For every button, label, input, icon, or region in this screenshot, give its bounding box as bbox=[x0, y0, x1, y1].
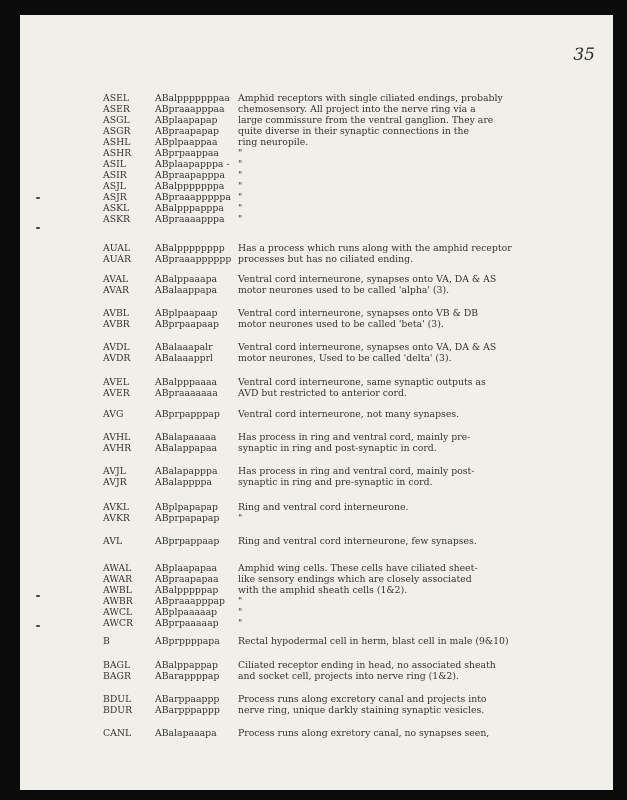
entry-group bbox=[20, 660, 613, 682]
cell-lineage: ABplpaapaap bbox=[155, 308, 218, 319]
entry-line bbox=[20, 388, 613, 399]
cell-desc: Has a process which runs along with the amphid receptor bbox=[238, 243, 512, 254]
margin-mark bbox=[36, 227, 40, 229]
cell-desc: " bbox=[238, 214, 243, 225]
cell-desc: " bbox=[238, 192, 243, 203]
cell-lineage: ABalappppa bbox=[155, 477, 212, 488]
entry-group bbox=[20, 342, 613, 364]
cell-lineage: ABpraaapppppa bbox=[155, 192, 231, 203]
cell-desc: ring neuropile. bbox=[238, 137, 309, 148]
entry-line bbox=[20, 563, 613, 574]
cell-lineage: ABalapaaaaa bbox=[155, 432, 217, 443]
cell-lineage: ABprpaappaa bbox=[155, 148, 219, 159]
cell-name: AWCR bbox=[103, 618, 134, 629]
cell-name: AUAL bbox=[103, 243, 131, 254]
entry-line bbox=[20, 192, 613, 203]
margin-mark bbox=[36, 625, 40, 627]
cell-desc: Ventral cord interneurone, not many synapses. bbox=[238, 409, 460, 420]
cell-lineage: ABprppppapa bbox=[155, 636, 220, 647]
cell-lineage: ABalpppppap bbox=[155, 585, 219, 596]
entry-line bbox=[20, 137, 613, 148]
entry-line bbox=[20, 502, 613, 513]
page-number: 35 bbox=[573, 45, 595, 65]
cell-name: AVAR bbox=[103, 285, 130, 296]
cell-name: AVL bbox=[103, 536, 123, 547]
cell-name: AWCL bbox=[103, 607, 133, 618]
cell-lineage: ABalpppppppaa bbox=[155, 93, 230, 104]
entry-line bbox=[20, 536, 613, 547]
cell-desc: " bbox=[238, 181, 243, 192]
entry-line bbox=[20, 660, 613, 671]
cell-name: ASER bbox=[103, 104, 130, 115]
entry-line bbox=[20, 285, 613, 296]
entry-line bbox=[20, 342, 613, 353]
cell-name: AVBL bbox=[103, 308, 129, 319]
cell-lineage: ABprpapppap bbox=[155, 409, 220, 420]
cell-name: AVHL bbox=[103, 432, 131, 443]
cell-name: ASIR bbox=[103, 170, 127, 181]
cell-name: ASKR bbox=[103, 214, 131, 225]
cell-name: AVHR bbox=[103, 443, 132, 454]
cell-lineage: ABprpappaap bbox=[155, 536, 220, 547]
entry-line bbox=[20, 705, 613, 716]
cell-name: ASHL bbox=[103, 137, 131, 148]
entry-group bbox=[20, 274, 613, 296]
cell-name: AWBL bbox=[103, 585, 132, 596]
cell-name: ASJR bbox=[103, 192, 127, 203]
cell-desc: Ventral cord interneurone, synapses onto VA, DA & AS bbox=[238, 274, 497, 285]
cell-desc: Ventral cord interneurone, same synaptic outputs as bbox=[238, 377, 486, 388]
entry-line bbox=[20, 104, 613, 115]
cell-name: ASJL bbox=[103, 181, 126, 192]
cell-desc: like sensory endings which are closely associated bbox=[238, 574, 472, 585]
cell-desc: nerve ring, unique darkly staining synaptic vesicles. bbox=[238, 705, 485, 716]
entry-line bbox=[20, 126, 613, 137]
cell-name: AVBR bbox=[103, 319, 130, 330]
cell-desc: Amphid receptors with single ciliated endings, probably bbox=[238, 93, 503, 104]
cell-lineage: ABpraaapppppp bbox=[155, 254, 232, 265]
cell-lineage: ABalpppppppp bbox=[155, 243, 225, 254]
cell-desc: " bbox=[238, 596, 243, 607]
cell-lineage: ABalaaapprl bbox=[155, 353, 214, 364]
cell-name: B bbox=[103, 636, 110, 647]
cell-desc: with the amphid sheath cells (1&2). bbox=[238, 585, 408, 596]
cell-lineage: ABalaappapa bbox=[155, 285, 218, 296]
cell-lineage: ABplaapapaa bbox=[155, 563, 218, 574]
cell-lineage: ABprpapapap bbox=[155, 513, 220, 524]
cell-lineage: ABalapapppa bbox=[155, 466, 218, 477]
entry-line bbox=[20, 432, 613, 443]
cell-lineage: ABplaapapppa - bbox=[155, 159, 230, 170]
cell-name: AVG bbox=[103, 409, 124, 420]
cell-name: AWAR bbox=[103, 574, 133, 585]
cell-lineage: ABalpppapppa bbox=[155, 203, 224, 214]
entry-line bbox=[20, 214, 613, 225]
entry-group bbox=[20, 563, 613, 629]
cell-lineage: ABpraaaaaaa bbox=[155, 388, 218, 399]
entry-line bbox=[20, 203, 613, 214]
cell-name: ASGR bbox=[103, 126, 131, 137]
cell-lineage: ABpraapapap bbox=[155, 126, 219, 137]
entry-group bbox=[20, 536, 613, 547]
cell-desc: " bbox=[238, 513, 243, 524]
entry-line bbox=[20, 274, 613, 285]
entry-group bbox=[20, 502, 613, 524]
cell-name: AVJR bbox=[103, 477, 127, 488]
entry-line bbox=[20, 308, 613, 319]
cell-lineage: ABarpppappp bbox=[155, 705, 220, 716]
cell-name: AVDR bbox=[103, 353, 131, 364]
cell-desc: synaptic in ring and pre-synaptic in cord. bbox=[238, 477, 433, 488]
entry-line bbox=[20, 159, 613, 170]
entry-line bbox=[20, 728, 613, 739]
entry-line bbox=[20, 636, 613, 647]
cell-desc: Has process in ring and ventral cord, mainly post- bbox=[238, 466, 475, 477]
entry-line bbox=[20, 694, 613, 705]
cell-desc: " bbox=[238, 607, 243, 618]
cell-lineage: ABalpppaaaa bbox=[155, 377, 218, 388]
entry-line bbox=[20, 243, 613, 254]
entry-line bbox=[20, 607, 613, 618]
entry-line bbox=[20, 585, 613, 596]
cell-name: ASIL bbox=[103, 159, 126, 170]
cell-desc: synaptic in ring and post-synaptic in cord. bbox=[238, 443, 437, 454]
entry-line bbox=[20, 671, 613, 682]
entry-line bbox=[20, 443, 613, 454]
cell-lineage: ABprpaaaaap bbox=[155, 618, 219, 629]
cell-name: AVKL bbox=[103, 502, 130, 513]
cell-name: AVKR bbox=[103, 513, 130, 524]
entry-group bbox=[20, 636, 613, 647]
cell-lineage: ABalappapaa bbox=[155, 443, 218, 454]
entry-line bbox=[20, 181, 613, 192]
cell-desc: " bbox=[238, 203, 243, 214]
entry-group bbox=[20, 409, 613, 420]
cell-name: ASHR bbox=[103, 148, 132, 159]
cell-desc: " bbox=[238, 170, 243, 181]
cell-name: ASKL bbox=[103, 203, 130, 214]
cell-name: CANL bbox=[103, 728, 132, 739]
entry-line bbox=[20, 466, 613, 477]
cell-name: ASGL bbox=[103, 115, 130, 126]
cell-name: AWBR bbox=[103, 596, 133, 607]
cell-lineage: ABplpaaaaap bbox=[155, 607, 218, 618]
entry-group bbox=[20, 377, 613, 399]
cell-name: BDUL bbox=[103, 694, 132, 705]
cell-lineage: ABprpaapaap bbox=[155, 319, 219, 330]
cell-name: BAGL bbox=[103, 660, 131, 671]
cell-desc: and socket cell, projects into nerve ring (1&2). bbox=[238, 671, 459, 682]
cell-desc: quite diverse in their synaptic connections in the bbox=[238, 126, 469, 137]
cell-desc: Has process in ring and ventral cord, mainly pre- bbox=[238, 432, 471, 443]
margin-mark bbox=[36, 197, 40, 199]
document-page bbox=[20, 15, 613, 790]
cell-name: AUAR bbox=[103, 254, 131, 265]
cell-lineage: ABpraapapppa bbox=[155, 170, 225, 181]
cell-desc: large commissure from the ventral ganglion. They are bbox=[238, 115, 494, 126]
cell-name: AVAL bbox=[103, 274, 129, 285]
entry-group bbox=[20, 694, 613, 716]
cell-desc: motor neurones used to be called 'alpha' (3). bbox=[238, 285, 450, 296]
entry-line bbox=[20, 574, 613, 585]
cell-desc: Process runs along exretory canal, no synapses seen, bbox=[238, 728, 490, 739]
entry-line bbox=[20, 513, 613, 524]
cell-desc: Amphid wing cells. These cells have ciliated sheet- bbox=[238, 563, 478, 574]
cell-desc: Ventral cord interneurone, synapses onto VB & DB bbox=[238, 308, 479, 319]
entry-line bbox=[20, 377, 613, 388]
margin-mark bbox=[36, 595, 40, 597]
entry-group bbox=[20, 243, 613, 265]
cell-lineage: ABarppaappp bbox=[155, 694, 220, 705]
entry-group bbox=[20, 93, 613, 225]
cell-desc: motor neurones used to be called 'beta' (3). bbox=[238, 319, 444, 330]
cell-name: AVDL bbox=[103, 342, 130, 353]
cell-lineage: ABalppaaapa bbox=[155, 274, 218, 285]
cell-lineage: ABpraaapppap bbox=[155, 596, 225, 607]
entry-line bbox=[20, 148, 613, 159]
cell-desc: " bbox=[238, 618, 243, 629]
cell-lineage: ABplpaappaa bbox=[155, 137, 218, 148]
cell-lineage: ABpraapapaa bbox=[155, 574, 219, 585]
entry-line bbox=[20, 477, 613, 488]
cell-lineage: ABarappppap bbox=[155, 671, 220, 682]
entry-group bbox=[20, 466, 613, 488]
cell-lineage: ABalppappap bbox=[155, 660, 218, 671]
cell-desc: Ring and ventral cord interneurone. bbox=[238, 502, 409, 513]
cell-lineage: ABalaaapalr bbox=[155, 342, 213, 353]
cell-name: BDUR bbox=[103, 705, 133, 716]
cell-desc: chemosensory. All project into the nerve ring via a bbox=[238, 104, 476, 115]
entry-line bbox=[20, 353, 613, 364]
cell-desc: Rectal hypodermal cell in herm, blast cell in male (9&10) bbox=[238, 636, 509, 647]
cell-desc: processes but has no ciliated ending. bbox=[238, 254, 414, 265]
entry-line bbox=[20, 618, 613, 629]
cell-desc: Ciliated receptor ending in head, no associated sheath bbox=[238, 660, 496, 671]
entry-line bbox=[20, 596, 613, 607]
entry-group bbox=[20, 432, 613, 454]
cell-lineage: ABalapaaapa bbox=[155, 728, 217, 739]
entry-line bbox=[20, 93, 613, 104]
entry-group bbox=[20, 308, 613, 330]
cell-desc: motor neurones, Used to be called 'delta' (3). bbox=[238, 353, 452, 364]
cell-desc: " bbox=[238, 159, 243, 170]
cell-lineage: ABalpppppppa bbox=[155, 181, 225, 192]
cell-name: AVER bbox=[103, 388, 130, 399]
entry-line bbox=[20, 115, 613, 126]
cell-lineage: ABpraaaapppa bbox=[155, 214, 225, 225]
cell-name: AVEL bbox=[103, 377, 129, 388]
entry-group bbox=[20, 728, 613, 739]
entry-line bbox=[20, 409, 613, 420]
cell-name: ASEL bbox=[103, 93, 130, 104]
cell-desc: Ring and ventral cord interneurone, few synapses. bbox=[238, 536, 477, 547]
entry-line bbox=[20, 254, 613, 265]
cell-name: AVJL bbox=[103, 466, 126, 477]
cell-lineage: ABplpapapap bbox=[155, 502, 218, 513]
cell-name: BAGR bbox=[103, 671, 131, 682]
cell-lineage: ABpraaapppaa bbox=[155, 104, 225, 115]
cell-desc: " bbox=[238, 148, 243, 159]
cell-lineage: ABplaapapap bbox=[155, 115, 218, 126]
entry-line bbox=[20, 319, 613, 330]
cell-desc: AVD but restricted to anterior cord. bbox=[238, 388, 407, 399]
cell-desc: Process runs along excretory canal and projects into bbox=[238, 694, 487, 705]
entry-line bbox=[20, 170, 613, 181]
cell-desc: Ventral cord interneurone, synapses onto VA, DA & AS bbox=[238, 342, 497, 353]
cell-name: AWAL bbox=[103, 563, 132, 574]
